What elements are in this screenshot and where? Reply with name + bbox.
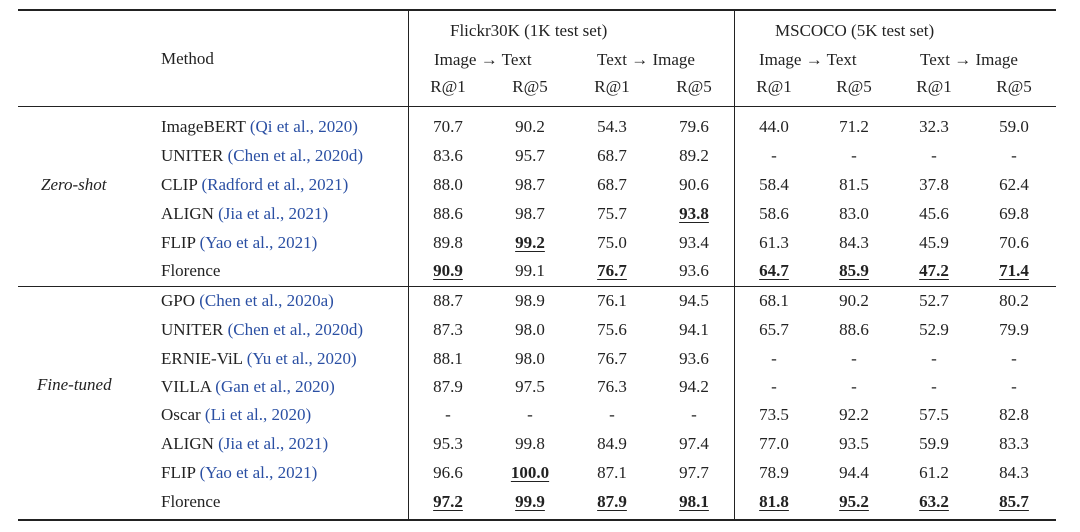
- value-cell: 37.8: [919, 175, 949, 194]
- method-cell: [161, 204, 328, 224]
- value-cell: 99.9: [515, 492, 545, 511]
- value-cell: 94.1: [679, 320, 709, 339]
- value-cell: 89.8: [433, 233, 463, 252]
- value-cell: 100.0: [510, 463, 550, 482]
- value-cell: 98.7: [515, 204, 545, 223]
- value-cell: 58.4: [759, 175, 789, 194]
- method-cell: [161, 377, 335, 397]
- value-cell: 47.2: [919, 261, 949, 280]
- value-cell: 88.7: [433, 291, 463, 310]
- value-cell: 87.9: [433, 377, 463, 396]
- value-cell: 88.1: [433, 349, 463, 368]
- value-cell: 98.0: [515, 320, 545, 339]
- value-cell: 98.0: [515, 349, 545, 368]
- citation-link[interactable]: (Chen et al., 2020d): [227, 320, 364, 339]
- method-cell: [161, 349, 357, 369]
- value-cell: 58.6: [759, 204, 789, 223]
- value-cell: -: [771, 146, 777, 165]
- value-cell: 99.2: [515, 233, 545, 252]
- value-cell: 87.1: [597, 463, 627, 482]
- method-cell: [161, 463, 317, 483]
- value-cell: 93.6: [679, 261, 709, 280]
- value-cell: 54.3: [597, 117, 627, 136]
- method-name: ALIGN: [161, 434, 214, 453]
- value-cell: 84.3: [999, 463, 1029, 482]
- group-divider-rule: [18, 286, 1056, 287]
- method-cell: [161, 146, 363, 166]
- method-cell: [161, 117, 358, 137]
- value-cell: 68.7: [597, 175, 627, 194]
- value-cell: 83.0: [839, 204, 869, 223]
- value-cell: 94.4: [839, 463, 869, 482]
- value-cell: 97.7: [679, 463, 709, 482]
- metric-header: R@5: [836, 77, 872, 96]
- value-cell: 59.9: [919, 434, 949, 453]
- value-cell: 82.8: [999, 405, 1029, 424]
- metric-header: R@5: [512, 77, 548, 96]
- citation-link[interactable]: (Gan et al., 2020): [215, 377, 335, 396]
- method-cell: [161, 320, 363, 340]
- method-name: ERNIE-ViL: [161, 349, 243, 368]
- value-cell: 84.9: [597, 434, 627, 453]
- value-cell: 95.2: [839, 492, 869, 511]
- value-cell: 76.1: [597, 291, 627, 310]
- metric-header: R@5: [676, 77, 712, 96]
- method-name: FLIP: [161, 233, 196, 252]
- citation-link[interactable]: (Li et al., 2020): [204, 405, 312, 424]
- metric-header: R@1: [594, 77, 630, 96]
- flickr-header: Flickr30K (1K test set): [450, 21, 608, 40]
- bottom-rule: [18, 519, 1056, 521]
- method-name: ALIGN: [161, 204, 214, 223]
- flickr-t2i-header: Text → Image: [597, 50, 695, 69]
- value-cell: -: [851, 377, 857, 396]
- citation-link[interactable]: (Jia et al., 2021): [218, 204, 329, 223]
- value-cell: 85.9: [839, 261, 869, 280]
- value-cell: 75.0: [597, 233, 627, 252]
- top-rule: [18, 9, 1056, 11]
- value-cell: -: [1011, 146, 1017, 165]
- method-name: GPO: [161, 291, 196, 310]
- value-cell: 52.7: [919, 291, 949, 310]
- method-name: Florence: [161, 492, 221, 511]
- value-cell: 62.4: [999, 175, 1029, 194]
- method-cell: [161, 261, 220, 281]
- metric-header: R@1: [430, 77, 466, 96]
- method-header: Method: [161, 49, 214, 68]
- value-cell: 70.6: [999, 233, 1029, 252]
- value-cell: 98.1: [679, 492, 709, 511]
- method-cell: [161, 492, 220, 512]
- value-cell: 32.3: [919, 117, 949, 136]
- value-cell: 90.2: [839, 291, 869, 310]
- value-cell: 68.1: [759, 291, 789, 310]
- value-cell: 99.8: [515, 434, 545, 453]
- value-cell: 79.6: [679, 117, 709, 136]
- value-cell: 92.2: [839, 405, 869, 424]
- value-cell: 71.4: [999, 261, 1029, 280]
- value-cell: 95.3: [433, 434, 463, 453]
- value-cell: 94.2: [679, 377, 709, 396]
- flickr-i2t-header: Image → Text: [434, 50, 532, 69]
- value-cell: 65.7: [759, 320, 789, 339]
- value-cell: 98.7: [515, 175, 545, 194]
- value-cell: 88.0: [433, 175, 463, 194]
- value-cell: 73.5: [759, 405, 789, 424]
- value-cell: -: [445, 405, 451, 424]
- group-label-fine-tuned: Fine-tuned: [37, 375, 112, 394]
- value-cell: 99.1: [515, 261, 545, 280]
- coco-t2i-header: Text → Image: [920, 50, 1018, 69]
- value-cell: -: [771, 349, 777, 368]
- value-cell: 93.6: [679, 349, 709, 368]
- method-name: FLIP: [161, 463, 196, 482]
- value-cell: 76.7: [597, 261, 627, 280]
- value-cell: 83.3: [999, 434, 1029, 453]
- value-cell: 80.2: [999, 291, 1029, 310]
- value-cell: -: [691, 405, 697, 424]
- value-cell: 88.6: [433, 204, 463, 223]
- value-cell: -: [851, 349, 857, 368]
- citation-link[interactable]: (Chen et al., 2020a): [199, 291, 334, 310]
- method-name: Florence: [161, 261, 221, 280]
- citation-link[interactable]: (Yao et al., 2021): [199, 463, 318, 482]
- citation-link[interactable]: (Yao et al., 2021): [199, 233, 318, 252]
- method-name: UNITER: [161, 146, 224, 165]
- value-cell: 71.2: [839, 117, 869, 136]
- value-cell: 59.0: [999, 117, 1029, 136]
- value-cell: 97.4: [679, 434, 709, 453]
- right-vertical-rule: [734, 11, 735, 519]
- value-cell: 98.9: [515, 291, 545, 310]
- value-cell: -: [931, 146, 937, 165]
- value-cell: 90.9: [433, 261, 463, 280]
- method-cell: [161, 175, 348, 195]
- citation-link[interactable]: (Yu et al., 2020): [246, 349, 357, 368]
- value-cell: -: [527, 405, 533, 424]
- value-cell: -: [609, 405, 615, 424]
- value-cell: 79.9: [999, 320, 1029, 339]
- value-cell: 57.5: [919, 405, 949, 424]
- value-cell: 63.2: [919, 492, 949, 511]
- mscoco-header: MSCOCO (5K test set): [775, 21, 935, 40]
- value-cell: 93.5: [839, 434, 869, 453]
- method-cell: [161, 434, 328, 454]
- citation-link[interactable]: (Chen et al., 2020d): [227, 146, 364, 165]
- value-cell: 97.2: [433, 492, 463, 511]
- value-cell: 77.0: [759, 434, 789, 453]
- citation-link[interactable]: (Jia et al., 2021): [218, 434, 329, 453]
- value-cell: -: [931, 349, 937, 368]
- value-cell: 75.7: [597, 204, 627, 223]
- value-cell: 87.9: [597, 492, 627, 511]
- method-name: CLIP: [161, 175, 198, 194]
- value-cell: 44.0: [759, 117, 789, 136]
- value-cell: 90.2: [515, 117, 545, 136]
- metric-header: R@1: [756, 77, 792, 96]
- value-cell: -: [1011, 349, 1017, 368]
- value-cell: 45.9: [919, 233, 949, 252]
- value-cell: 52.9: [919, 320, 949, 339]
- value-cell: 76.3: [597, 377, 627, 396]
- coco-i2t-header: Image → Text: [759, 50, 857, 69]
- value-cell: -: [771, 377, 777, 396]
- value-cell: -: [1011, 377, 1017, 396]
- value-cell: 94.5: [679, 291, 709, 310]
- value-cell: 89.2: [679, 146, 709, 165]
- value-cell: -: [851, 146, 857, 165]
- value-cell: 93.8: [679, 204, 709, 223]
- method-cell: [161, 405, 311, 425]
- value-cell: 83.6: [433, 146, 463, 165]
- citation-link[interactable]: (Radford et al., 2021): [201, 175, 349, 194]
- value-cell: 96.6: [433, 463, 463, 482]
- value-cell: 93.4: [679, 233, 709, 252]
- value-cell: 76.7: [597, 349, 627, 368]
- value-cell: 64.7: [759, 261, 789, 280]
- method-cell: [161, 291, 334, 311]
- method-name: UNITER: [161, 320, 224, 339]
- value-cell: 45.6: [919, 204, 949, 223]
- header-rule: [18, 106, 1056, 107]
- method-name: VILLA: [161, 377, 212, 396]
- value-cell: 90.6: [679, 175, 709, 194]
- value-cell: 75.6: [597, 320, 627, 339]
- value-cell: 81.8: [759, 492, 789, 511]
- group-label-zero-shot: Zero-shot: [41, 175, 107, 194]
- metric-header: R@5: [996, 77, 1032, 96]
- value-cell: 69.8: [999, 204, 1029, 223]
- value-cell: 87.3: [433, 320, 463, 339]
- value-cell: 85.7: [999, 492, 1029, 511]
- value-cell: 70.7: [433, 117, 463, 136]
- citation-link[interactable]: (Qi et al., 2020): [249, 117, 358, 136]
- value-cell: 81.5: [839, 175, 869, 194]
- value-cell: 78.9: [759, 463, 789, 482]
- left-vertical-rule: [408, 11, 409, 519]
- value-cell: 68.7: [597, 146, 627, 165]
- metric-header: R@1: [916, 77, 952, 96]
- value-cell: -: [931, 377, 937, 396]
- value-cell: 97.5: [515, 377, 545, 396]
- value-cell: 84.3: [839, 233, 869, 252]
- method-name: Oscar: [161, 405, 201, 424]
- method-name: ImageBERT: [161, 117, 246, 136]
- value-cell: 61.3: [759, 233, 789, 252]
- value-cell: 95.7: [515, 146, 545, 165]
- value-cell: 61.2: [919, 463, 949, 482]
- value-cell: 88.6: [839, 320, 869, 339]
- method-cell: [161, 233, 317, 253]
